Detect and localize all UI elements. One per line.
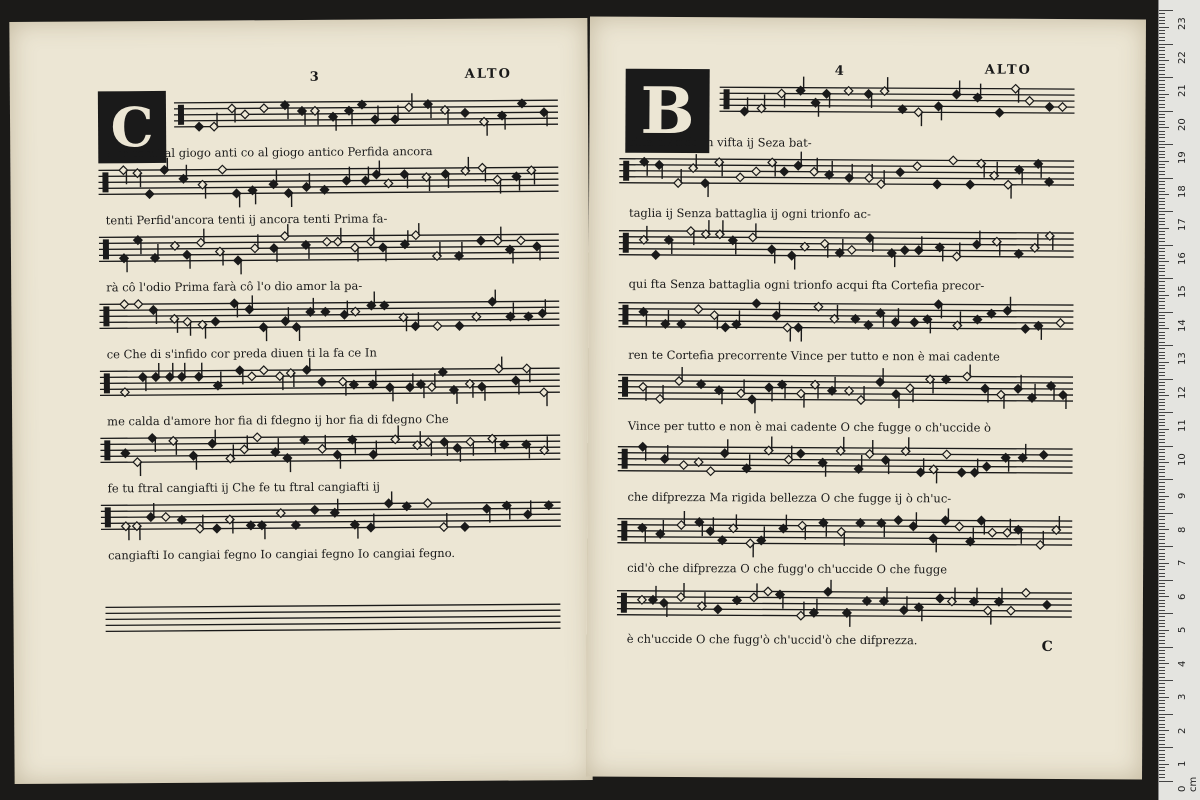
ruler-tick (1159, 358, 1165, 359)
ruler-number: 21 (1177, 84, 1188, 97)
lyric-line: Vince per tutto e non è mai cadente O che fugge o ch'uccide ò (627, 418, 992, 435)
music-staff (100, 356, 560, 409)
ruler-tick (1159, 556, 1165, 557)
lyric-line: cangiafti Io cangiai fegno Io cangiai fegno Io cangiai fegno. (108, 545, 456, 563)
ruler-tick (1159, 100, 1165, 101)
ruler-tick (1159, 117, 1165, 118)
ruler-tick (1159, 372, 1165, 373)
ruler-tick (1159, 352, 1165, 353)
music-staff (99, 289, 559, 342)
ruler-tick (1159, 509, 1165, 510)
ruler-number: 14 (1177, 318, 1188, 332)
ruler-tick (1159, 405, 1165, 406)
ruler-tick (1159, 241, 1165, 242)
ruler-tick (1159, 57, 1165, 58)
lyric-line: che difprezza Ma rigida bellezza O che fugge ij ò ch'uc- (627, 489, 952, 506)
ruler-tick (1159, 623, 1165, 624)
ruler-tick (1159, 345, 1173, 346)
ruler-tick (1159, 174, 1165, 175)
ruler-tick (1159, 221, 1165, 222)
ruler-tick (1159, 268, 1165, 269)
ruler-tick (1159, 660, 1165, 661)
ruler-tick (1159, 693, 1165, 694)
ruler-number: 10 (1177, 452, 1188, 466)
ruler-tick (1159, 54, 1165, 55)
ruler-tick (1159, 167, 1165, 168)
ruler-tick (1159, 154, 1165, 155)
ruler-tick (1159, 777, 1165, 778)
ruler-tick (1159, 432, 1165, 433)
ruler-tick (1159, 543, 1165, 544)
ruler-tick (1159, 392, 1165, 393)
ruler-tick (1159, 201, 1165, 202)
ruler-tick (1159, 325, 1165, 326)
ruler-tick (1159, 198, 1165, 199)
ruler-tick (1159, 459, 1165, 460)
ruler-tick (1159, 127, 1169, 128)
ruler-tick (1159, 315, 1165, 316)
lyric-line: ce Che di s'infido cor preda diuen ti la fa ce In (106, 345, 377, 362)
ruler-tick (1159, 214, 1165, 215)
ruler-tick (1159, 496, 1169, 497)
ruler-tick (1159, 37, 1165, 38)
ruler-tick (1159, 412, 1173, 413)
measurement-ruler (1158, 0, 1200, 800)
music-staff (617, 507, 1072, 559)
ruler-tick (1159, 20, 1165, 21)
ruler-tick (1159, 308, 1165, 309)
ruler-tick (1159, 375, 1165, 376)
ruler-tick (1159, 506, 1165, 507)
ruler-tick (1159, 526, 1165, 527)
ruler-tick (1159, 626, 1165, 627)
ruler-tick (1159, 449, 1165, 450)
ruler-tick (1159, 663, 1169, 664)
ruler-tick (1159, 727, 1165, 728)
ruler-tick (1159, 342, 1165, 343)
ruler-tick (1159, 164, 1165, 165)
lyric-line: cid'ò che difprezza O che fugg'o ch'uccide O che fugge (627, 560, 948, 577)
ruler-number: 8 (1177, 526, 1188, 533)
lyric-line: Eltà placida in vifta ij Seza bat- (629, 134, 812, 150)
ruler-tick (1159, 23, 1165, 24)
left-page (9, 18, 592, 784)
ruler-tick (1159, 90, 1165, 91)
ruler-tick (1159, 204, 1165, 205)
music-staff (618, 435, 1073, 487)
ruler-number: 4 (1177, 660, 1188, 667)
ruler-tick (1159, 285, 1165, 286)
ruler-tick (1159, 30, 1165, 31)
ruler-tick (1159, 33, 1165, 34)
music-staff (719, 75, 1074, 127)
music-staff (618, 291, 1073, 343)
ruler-tick (1159, 10, 1173, 11)
ruler-tick (1159, 580, 1173, 581)
ruler-tick (1159, 368, 1165, 369)
ruler-tick (1159, 462, 1169, 463)
ruler-tick (1159, 747, 1173, 748)
ruler-tick (1159, 610, 1165, 611)
ruler-tick (1159, 355, 1165, 356)
ruler-tick (1159, 84, 1165, 85)
ruler-tick (1159, 439, 1165, 440)
ruler-tick (1159, 151, 1165, 152)
ruler-tick (1159, 17, 1165, 18)
ruler-number: 6 (1177, 593, 1188, 600)
ruler-tick (1159, 677, 1165, 678)
ruler-tick (1159, 318, 1165, 319)
voice-label: ALTO (984, 62, 1032, 78)
ruler-tick (1159, 492, 1165, 493)
ruler-tick (1159, 251, 1165, 252)
ruler-tick (1159, 703, 1165, 704)
ruler-tick (1159, 161, 1169, 162)
lyric-line: me calda d'amore hor fia di fdegno ij hor fia di fdegno Che (107, 411, 449, 429)
voice-label: ALTO (464, 66, 512, 82)
ruler-tick (1159, 563, 1169, 564)
ruler-tick (1159, 767, 1165, 768)
ruler-tick (1159, 596, 1169, 597)
music-staff (100, 423, 560, 476)
left-staves (9, 18, 587, 22)
ruler-tick (1159, 121, 1165, 122)
ruler-tick (1159, 667, 1165, 668)
ruler-tick (1159, 305, 1165, 306)
ruler-tick (1159, 328, 1169, 329)
ruler-number: 19 (1177, 151, 1188, 164)
ruler-tick (1159, 111, 1173, 112)
ruler-tick (1159, 348, 1165, 349)
ruler-number: 1 (1177, 760, 1188, 767)
ruler-tick (1159, 87, 1165, 88)
ruler-tick (1159, 476, 1165, 477)
page-number: 3 (309, 69, 321, 85)
music-staff (99, 222, 559, 275)
lyric-line: fe tu ftral cangiafti ij Che fe tu ftral cangiafti ij (107, 479, 381, 496)
ruler-tick (1159, 633, 1165, 634)
ruler-tick (1159, 224, 1165, 225)
ruler-tick (1159, 181, 1165, 182)
music-staff (619, 147, 1074, 199)
ruler-tick (1159, 620, 1165, 621)
ruler-tick (1159, 720, 1165, 721)
music-staff (174, 88, 558, 141)
ruler-tick (1159, 301, 1165, 302)
ruler-tick (1159, 188, 1165, 189)
ruler-tick (1159, 613, 1173, 614)
ruler-tick (1159, 750, 1165, 751)
ruler-tick (1159, 606, 1165, 607)
ruler-tick (1159, 770, 1165, 771)
ruler-tick (1159, 389, 1165, 390)
ruler-tick (1159, 740, 1165, 741)
ruler-tick (1159, 516, 1165, 517)
ruler-tick (1159, 335, 1165, 336)
ruler-tick (1159, 690, 1165, 691)
ruler-tick (1159, 231, 1165, 232)
ruler-tick (1159, 365, 1165, 366)
ruler-tick (1159, 536, 1165, 537)
ruler-tick (1159, 583, 1165, 584)
ruler-tick (1159, 134, 1165, 135)
ruler-tick (1159, 422, 1165, 423)
ruler-tick (1159, 469, 1165, 470)
ruler-tick (1159, 446, 1173, 447)
ruler-tick (1159, 553, 1165, 554)
ruler-tick (1159, 636, 1165, 637)
ruler-tick (1159, 208, 1165, 209)
music-staff (101, 490, 561, 543)
ruler-tick (1159, 114, 1165, 115)
ruler-tick (1159, 295, 1169, 296)
ruler-tick (1159, 191, 1165, 192)
ruler-tick (1159, 248, 1165, 249)
ruler-number: 18 (1177, 184, 1188, 198)
ruler-tick (1159, 429, 1169, 430)
ruler-tick (1159, 670, 1165, 671)
ruler-tick (1159, 312, 1173, 313)
music-staff (618, 363, 1073, 415)
ruler-tick (1159, 714, 1173, 715)
ruler-tick (1159, 281, 1165, 282)
ruler-tick (1159, 710, 1165, 711)
ruler-tick (1159, 255, 1165, 256)
ruler-tick (1159, 131, 1165, 132)
ruler-tick (1159, 278, 1173, 279)
ruler-tick (1159, 415, 1165, 416)
ruler-tick (1159, 673, 1165, 674)
ruler-tick (1159, 573, 1165, 574)
ruler-tick (1159, 50, 1165, 51)
ruler-tick (1159, 566, 1165, 567)
ruler-tick (1159, 760, 1165, 761)
ruler-tick (1159, 178, 1173, 179)
ruler-tick (1159, 683, 1165, 684)
ruler-tick (1159, 288, 1165, 289)
ruler-tick (1159, 653, 1165, 654)
ruler-tick (1159, 744, 1165, 745)
ruler-tick (1159, 385, 1165, 386)
ruler-tick (1159, 600, 1165, 601)
ruler-tick (1159, 757, 1165, 758)
ruler-tick (1159, 499, 1165, 500)
ruler-tick (1159, 44, 1173, 45)
signature-mark: C (1041, 638, 1053, 655)
ruler-tick (1159, 472, 1165, 473)
ruler-tick (1159, 442, 1165, 443)
ruler-tick (1159, 519, 1165, 520)
ruler-tick (1159, 399, 1165, 400)
lyric-line: è ch'uccide O che fugg'ò ch'uccid'ò che difprezza. (626, 631, 918, 648)
ruler-tick (1159, 590, 1165, 591)
ruler-number: 23 (1177, 17, 1188, 30)
ruler-tick (1159, 539, 1165, 540)
ruler-tick (1159, 60, 1169, 61)
ruler-tick (1159, 47, 1165, 48)
ruler-tick (1159, 586, 1165, 587)
ruler-tick (1159, 234, 1165, 235)
ruler-tick (1159, 147, 1165, 148)
ruler-tick (1159, 258, 1165, 259)
ruler-tick (1159, 452, 1165, 453)
ruler-number: 16 (1177, 251, 1188, 265)
ruler-tick (1159, 687, 1165, 688)
initial-letter: B (640, 73, 695, 149)
ruler-tick (1159, 13, 1165, 14)
lyric-line: ren te Cortefia precorrente Vince per tutto e non è mai cadente (628, 347, 1000, 364)
ruler-tick (1159, 291, 1165, 292)
ruler-tick (1159, 482, 1165, 483)
ruler-tick (1159, 265, 1165, 266)
ruler-tick (1159, 697, 1169, 698)
ruler-tick (1159, 211, 1173, 212)
ruler-tick (1159, 402, 1165, 403)
ruler-number: 20 (1177, 117, 1188, 131)
ruler-tick (1159, 754, 1165, 755)
ruler-number: 12 (1177, 385, 1188, 399)
ruler-tick (1159, 271, 1165, 272)
ruler-tick (1159, 549, 1165, 550)
ruler-tick (1159, 194, 1169, 195)
ruler-tick (1159, 245, 1173, 246)
ruler-tick (1159, 298, 1165, 299)
ruler-tick (1159, 238, 1165, 239)
ruler-tick (1159, 97, 1165, 98)
ruler-tick (1159, 228, 1169, 229)
ruler-tick (1159, 576, 1165, 577)
ruler-tick (1159, 137, 1165, 138)
ruler-tick (1159, 569, 1165, 570)
ruler-tick (1159, 502, 1165, 503)
ruler-tick (1159, 650, 1165, 651)
ruler-tick (1159, 774, 1165, 775)
ruler-number: 13 (1177, 352, 1188, 365)
ruler-tick (1159, 40, 1165, 41)
ruler-tick (1159, 529, 1169, 530)
ruler-tick (1159, 647, 1173, 648)
ruler-tick (1159, 781, 1173, 782)
ruler-tick (1159, 409, 1165, 410)
empty-staff (105, 596, 560, 639)
ruler-tick (1159, 489, 1165, 490)
ruler-tick (1159, 395, 1169, 396)
ruler-tick (1159, 70, 1165, 71)
ruler-tick (1159, 382, 1165, 383)
ruler-tick (1159, 593, 1165, 594)
ruler-tick (1159, 546, 1173, 547)
ruler-tick (1159, 479, 1173, 480)
right-staves (590, 17, 1146, 20)
ruler-tick (1159, 124, 1165, 125)
ruler-number: 7 (1177, 559, 1188, 566)
ruler-tick (1159, 64, 1165, 65)
ruler-tick (1159, 67, 1165, 68)
lyric-line: taglia ij Senza battaglia ij ogni trionfo ac- (628, 205, 871, 222)
ruler-tick (1159, 616, 1165, 617)
ruler-tick (1159, 657, 1165, 658)
ruler-tick (1159, 141, 1165, 142)
ruler-tick (1159, 425, 1165, 426)
ruler-tick (1159, 218, 1165, 219)
ruler-number: 17 (1177, 218, 1188, 231)
ruler-tick (1159, 603, 1165, 604)
ruler-number: 3 (1177, 693, 1188, 700)
ruler-tick (1159, 27, 1169, 28)
ruler-tick (1159, 419, 1165, 420)
initial-letter: C (110, 95, 154, 160)
page-number: 4 (834, 63, 846, 79)
ruler-tick (1159, 275, 1165, 276)
ruler-tick (1159, 184, 1165, 185)
ruler-tick (1159, 559, 1165, 560)
ruler-number: 15 (1177, 285, 1188, 298)
ruler-tick (1159, 157, 1165, 158)
ruler-tick (1159, 322, 1165, 323)
ruler-tick (1159, 379, 1173, 380)
right-page (586, 17, 1146, 780)
ruler-tick (1159, 700, 1165, 701)
ruler-tick (1159, 104, 1165, 105)
ruler-tick (1159, 338, 1165, 339)
ruler-tick (1159, 717, 1165, 718)
lyric-line: tenti Perfid'ancora tenti ij ancora tenti Prima fa- (105, 211, 388, 228)
ruler-tick (1159, 630, 1169, 631)
ruler-number: 11 (1177, 419, 1188, 432)
ruler-tick (1159, 171, 1165, 172)
ruler-number: 5 (1177, 626, 1188, 633)
ruler-tick (1159, 640, 1165, 641)
ruler-tick (1159, 466, 1165, 467)
ruler-tick (1159, 680, 1173, 681)
ruler-tick (1159, 362, 1169, 363)
lyric-line: rà cô l'odio Prima farà cô l'o dio amor la pa- (106, 278, 363, 295)
music-staff (619, 219, 1074, 271)
ruler-tick (1159, 523, 1165, 524)
music-staff (617, 579, 1072, 631)
ruler-tick (1159, 77, 1173, 78)
ruler-tick (1159, 730, 1169, 731)
ruler-tick (1159, 764, 1169, 765)
ruler-tick (1159, 435, 1165, 436)
ruler-tick (1159, 486, 1165, 487)
ruler-tick (1159, 456, 1165, 457)
ruler-tick (1159, 707, 1165, 708)
ruler-tick (1159, 332, 1165, 333)
ruler-unit-label: 0 cm (1177, 776, 1199, 792)
ruler-tick (1159, 737, 1165, 738)
ruler-number: 9 (1177, 492, 1188, 499)
ruler-number: 2 (1177, 727, 1188, 734)
ruler-tick (1159, 513, 1173, 514)
lyric-line: H'io torni al giogo anti co al giogo antico Perfida ancora (105, 144, 433, 161)
ruler-tick (1159, 533, 1165, 534)
ruler-tick (1159, 94, 1169, 95)
lyric-line: qui fta Senza battaglia ogni trionfo acqui fta Cortefia precor- (628, 276, 985, 293)
ruler-number: 22 (1177, 50, 1188, 64)
music-staff (98, 155, 558, 208)
ruler-tick (1159, 144, 1173, 145)
ruler-tick (1159, 80, 1165, 81)
ruler-tick (1159, 643, 1165, 644)
ruler-tick (1159, 74, 1165, 75)
ruler-tick (1159, 107, 1165, 108)
ruler-tick (1159, 734, 1165, 735)
ruler-tick (1159, 261, 1169, 262)
ruler-tick (1159, 724, 1165, 725)
